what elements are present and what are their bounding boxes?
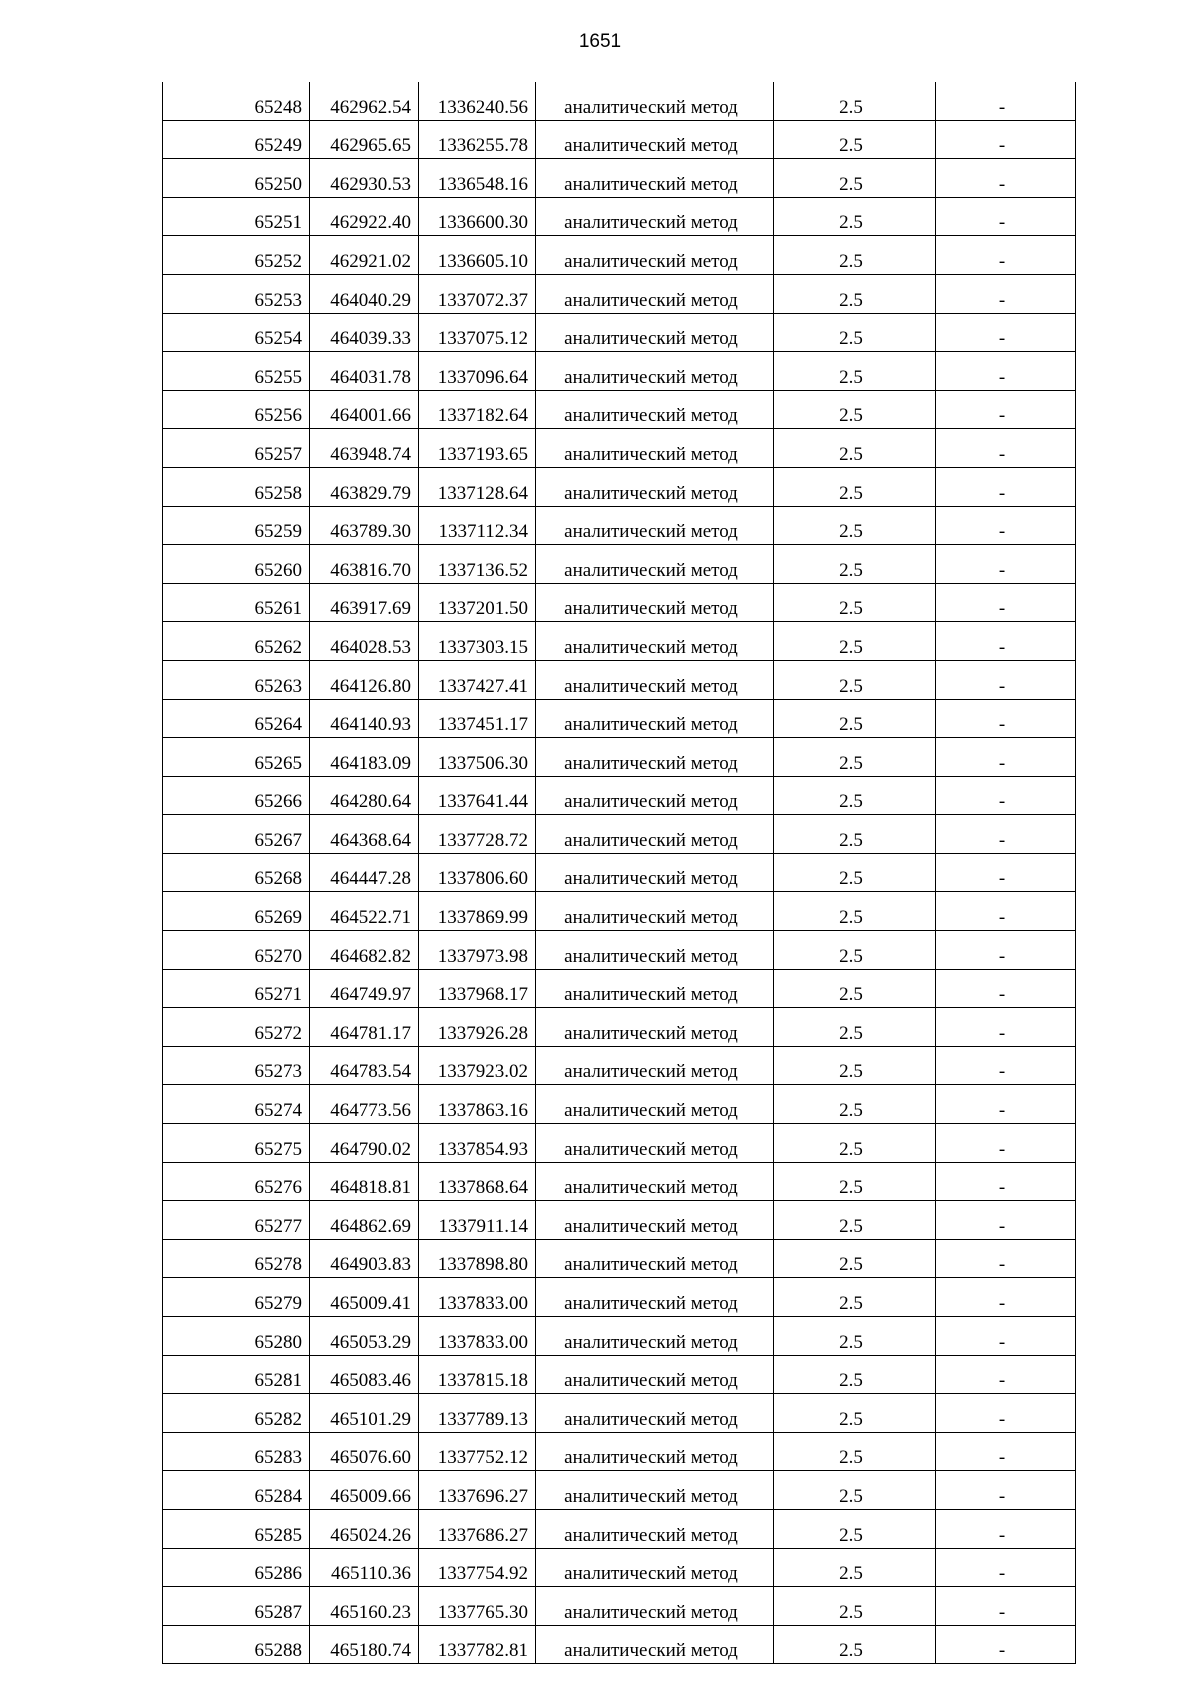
y-coordinate-cell: 1337765.30	[419, 1587, 536, 1626]
y-coordinate-cell: 1337686.27	[419, 1509, 536, 1548]
table-row	[163, 1587, 1076, 1626]
note-cell: -	[936, 1278, 1076, 1317]
table-row	[163, 1471, 1076, 1510]
y-coordinate-cell: 1337201.50	[419, 583, 536, 622]
point-number-cell: 65268	[163, 853, 310, 892]
accuracy-cell: 2.5	[774, 1008, 936, 1047]
table-row	[163, 1201, 1076, 1240]
table-row	[163, 1162, 1076, 1201]
note-cell: -	[936, 352, 1076, 391]
x-coordinate-cell: 465083.46	[310, 1355, 419, 1394]
x-coordinate-cell: 462930.53	[310, 159, 419, 198]
table-row	[163, 660, 1076, 699]
y-coordinate-cell: 1337096.64	[419, 352, 536, 391]
method-cell: аналитический метод	[536, 313, 774, 352]
x-coordinate-cell: 465180.74	[310, 1625, 419, 1664]
x-coordinate-cell: 462965.65	[310, 120, 419, 159]
note-cell: -	[936, 1355, 1076, 1394]
y-coordinate-cell: 1337863.16	[419, 1085, 536, 1124]
coordinates-table-body	[163, 82, 1076, 1664]
y-coordinate-cell: 1337923.02	[419, 1046, 536, 1085]
table-row	[163, 390, 1076, 429]
table-row	[163, 274, 1076, 313]
point-number-cell: 65251	[163, 197, 310, 236]
method-cell: аналитический метод	[536, 120, 774, 159]
table-row	[163, 1278, 1076, 1317]
point-number-cell: 65254	[163, 313, 310, 352]
note-cell: -	[936, 1201, 1076, 1240]
x-coordinate-cell: 462922.40	[310, 197, 419, 236]
note-cell: -	[936, 467, 1076, 506]
method-cell: аналитический метод	[536, 1124, 774, 1163]
accuracy-cell: 2.5	[774, 390, 936, 429]
note-cell: -	[936, 429, 1076, 468]
table-row	[163, 197, 1076, 236]
y-coordinate-cell: 1337641.44	[419, 776, 536, 815]
note-cell: -	[936, 236, 1076, 275]
point-number-cell: 65263	[163, 660, 310, 699]
note-cell: -	[936, 159, 1076, 198]
point-number-cell: 65280	[163, 1317, 310, 1356]
method-cell: аналитический метод	[536, 660, 774, 699]
point-number-cell: 65272	[163, 1008, 310, 1047]
note-cell: -	[936, 197, 1076, 236]
x-coordinate-cell: 464522.71	[310, 892, 419, 931]
method-cell: аналитический метод	[536, 853, 774, 892]
accuracy-cell: 2.5	[774, 1355, 936, 1394]
point-number-cell: 65252	[163, 236, 310, 275]
table-row	[163, 776, 1076, 815]
accuracy-cell: 2.5	[774, 738, 936, 777]
y-coordinate-cell: 1337911.14	[419, 1201, 536, 1240]
method-cell: аналитический метод	[536, 1587, 774, 1626]
accuracy-cell: 2.5	[774, 274, 936, 313]
y-coordinate-cell: 1337869.99	[419, 892, 536, 931]
table-row	[163, 583, 1076, 622]
point-number-cell: 65285	[163, 1509, 310, 1548]
y-coordinate-cell: 1337782.81	[419, 1625, 536, 1664]
method-cell: аналитический метод	[536, 1509, 774, 1548]
y-coordinate-cell: 1337754.92	[419, 1548, 536, 1587]
accuracy-cell: 2.5	[774, 197, 936, 236]
point-number-cell: 65266	[163, 776, 310, 815]
note-cell: -	[936, 1587, 1076, 1626]
accuracy-cell: 2.5	[774, 1162, 936, 1201]
y-coordinate-cell: 1337854.93	[419, 1124, 536, 1163]
y-coordinate-cell: 1337427.41	[419, 660, 536, 699]
method-cell: аналитический метод	[536, 1046, 774, 1085]
method-cell: аналитический метод	[536, 1355, 774, 1394]
point-number-cell: 65283	[163, 1432, 310, 1471]
accuracy-cell: 2.5	[774, 506, 936, 545]
x-coordinate-cell: 462921.02	[310, 236, 419, 275]
x-coordinate-cell: 464682.82	[310, 931, 419, 970]
x-coordinate-cell: 464040.29	[310, 274, 419, 313]
accuracy-cell: 2.5	[774, 660, 936, 699]
note-cell: -	[936, 1471, 1076, 1510]
x-coordinate-cell: 465024.26	[310, 1509, 419, 1548]
y-coordinate-cell: 1336600.30	[419, 197, 536, 236]
point-number-cell: 65257	[163, 429, 310, 468]
method-cell: аналитический метод	[536, 583, 774, 622]
note-cell: -	[936, 274, 1076, 313]
table-row	[163, 467, 1076, 506]
x-coordinate-cell: 463789.30	[310, 506, 419, 545]
table-row	[163, 815, 1076, 854]
x-coordinate-cell: 464028.53	[310, 622, 419, 661]
method-cell: аналитический метод	[536, 1162, 774, 1201]
accuracy-cell: 2.5	[774, 969, 936, 1008]
x-coordinate-cell: 465009.41	[310, 1278, 419, 1317]
point-number-cell: 65281	[163, 1355, 310, 1394]
coordinates-table	[162, 82, 1076, 1664]
table-row	[163, 159, 1076, 198]
point-number-cell: 65276	[163, 1162, 310, 1201]
accuracy-cell: 2.5	[774, 1046, 936, 1085]
y-coordinate-cell: 1337898.80	[419, 1239, 536, 1278]
x-coordinate-cell: 464183.09	[310, 738, 419, 777]
table-row	[163, 1124, 1076, 1163]
method-cell: аналитический метод	[536, 1201, 774, 1240]
x-coordinate-cell: 463917.69	[310, 583, 419, 622]
table-row	[163, 622, 1076, 661]
y-coordinate-cell: 1337696.27	[419, 1471, 536, 1510]
accuracy-cell: 2.5	[774, 1317, 936, 1356]
x-coordinate-cell: 464280.64	[310, 776, 419, 815]
note-cell: -	[936, 1162, 1076, 1201]
table-row	[163, 506, 1076, 545]
point-number-cell: 65250	[163, 159, 310, 198]
point-number-cell: 65265	[163, 738, 310, 777]
note-cell: -	[936, 1509, 1076, 1548]
accuracy-cell: 2.5	[774, 82, 936, 120]
point-number-cell: 65284	[163, 1471, 310, 1510]
x-coordinate-cell: 464773.56	[310, 1085, 419, 1124]
accuracy-cell: 2.5	[774, 815, 936, 854]
point-number-cell: 65270	[163, 931, 310, 970]
note-cell: -	[936, 390, 1076, 429]
y-coordinate-cell: 1337136.52	[419, 545, 536, 584]
table-row	[163, 236, 1076, 275]
accuracy-cell: 2.5	[774, 236, 936, 275]
y-coordinate-cell: 1337752.12	[419, 1432, 536, 1471]
point-number-cell: 65267	[163, 815, 310, 854]
method-cell: аналитический метод	[536, 969, 774, 1008]
x-coordinate-cell: 462962.54	[310, 82, 419, 120]
method-cell: аналитический метод	[536, 1239, 774, 1278]
note-cell: -	[936, 815, 1076, 854]
x-coordinate-cell: 464790.02	[310, 1124, 419, 1163]
note-cell: -	[936, 931, 1076, 970]
y-coordinate-cell: 1336548.16	[419, 159, 536, 198]
y-coordinate-cell: 1337075.12	[419, 313, 536, 352]
method-cell: аналитический метод	[536, 931, 774, 970]
point-number-cell: 65279	[163, 1278, 310, 1317]
x-coordinate-cell: 464749.97	[310, 969, 419, 1008]
note-cell: -	[936, 120, 1076, 159]
y-coordinate-cell: 1337451.17	[419, 699, 536, 738]
x-coordinate-cell: 465160.23	[310, 1587, 419, 1626]
table-row	[163, 853, 1076, 892]
x-coordinate-cell: 464039.33	[310, 313, 419, 352]
method-cell: аналитический метод	[536, 1008, 774, 1047]
method-cell: аналитический метод	[536, 776, 774, 815]
point-number-cell: 65277	[163, 1201, 310, 1240]
table-row	[163, 931, 1076, 970]
table-row	[163, 545, 1076, 584]
method-cell: аналитический метод	[536, 352, 774, 391]
x-coordinate-cell: 463816.70	[310, 545, 419, 584]
accuracy-cell: 2.5	[774, 622, 936, 661]
x-coordinate-cell: 464783.54	[310, 1046, 419, 1085]
y-coordinate-cell: 1337128.64	[419, 467, 536, 506]
x-coordinate-cell: 464781.17	[310, 1008, 419, 1047]
method-cell: аналитический метод	[536, 429, 774, 468]
accuracy-cell: 2.5	[774, 1394, 936, 1433]
note-cell: -	[936, 660, 1076, 699]
note-cell: -	[936, 1625, 1076, 1664]
method-cell: аналитический метод	[536, 390, 774, 429]
table-row	[163, 120, 1076, 159]
accuracy-cell: 2.5	[774, 1201, 936, 1240]
point-number-cell: 65260	[163, 545, 310, 584]
y-coordinate-cell: 1337968.17	[419, 969, 536, 1008]
x-coordinate-cell: 465110.36	[310, 1548, 419, 1587]
point-number-cell: 65287	[163, 1587, 310, 1626]
accuracy-cell: 2.5	[774, 892, 936, 931]
note-cell: -	[936, 622, 1076, 661]
y-coordinate-cell: 1337072.37	[419, 274, 536, 313]
note-cell: -	[936, 853, 1076, 892]
y-coordinate-cell: 1337833.00	[419, 1278, 536, 1317]
note-cell: -	[936, 1124, 1076, 1163]
point-number-cell: 65261	[163, 583, 310, 622]
point-number-cell: 65275	[163, 1124, 310, 1163]
table-row	[163, 82, 1076, 120]
y-coordinate-cell: 1337182.64	[419, 390, 536, 429]
accuracy-cell: 2.5	[774, 313, 936, 352]
accuracy-cell: 2.5	[774, 352, 936, 391]
y-coordinate-cell: 1337833.00	[419, 1317, 536, 1356]
x-coordinate-cell: 464001.66	[310, 390, 419, 429]
point-number-cell: 65264	[163, 699, 310, 738]
accuracy-cell: 2.5	[774, 1509, 936, 1548]
method-cell: аналитический метод	[536, 1432, 774, 1471]
y-coordinate-cell: 1337789.13	[419, 1394, 536, 1433]
table-row	[163, 1317, 1076, 1356]
note-cell: -	[936, 1008, 1076, 1047]
table-row	[163, 352, 1076, 391]
note-cell: -	[936, 1394, 1076, 1433]
y-coordinate-cell: 1336255.78	[419, 120, 536, 159]
x-coordinate-cell: 463948.74	[310, 429, 419, 468]
x-coordinate-cell: 464126.80	[310, 660, 419, 699]
note-cell: -	[936, 1239, 1076, 1278]
accuracy-cell: 2.5	[774, 1124, 936, 1163]
y-coordinate-cell: 1337815.18	[419, 1355, 536, 1394]
method-cell: аналитический метод	[536, 467, 774, 506]
point-number-cell: 65259	[163, 506, 310, 545]
accuracy-cell: 2.5	[774, 931, 936, 970]
y-coordinate-cell: 1337728.72	[419, 815, 536, 854]
x-coordinate-cell: 464862.69	[310, 1201, 419, 1240]
accuracy-cell: 2.5	[774, 1239, 936, 1278]
table-row	[163, 1432, 1076, 1471]
y-coordinate-cell: 1337112.34	[419, 506, 536, 545]
note-cell: -	[936, 892, 1076, 931]
note-cell: -	[936, 1548, 1076, 1587]
method-cell: аналитический метод	[536, 82, 774, 120]
note-cell: -	[936, 699, 1076, 738]
note-cell: -	[936, 1085, 1076, 1124]
x-coordinate-cell: 465101.29	[310, 1394, 419, 1433]
table-row	[163, 1046, 1076, 1085]
x-coordinate-cell: 464903.83	[310, 1239, 419, 1278]
point-number-cell: 65282	[163, 1394, 310, 1433]
note-cell: -	[936, 1046, 1076, 1085]
table-row	[163, 1509, 1076, 1548]
x-coordinate-cell: 464140.93	[310, 699, 419, 738]
method-cell: аналитический метод	[536, 1625, 774, 1664]
x-coordinate-cell: 464447.28	[310, 853, 419, 892]
table-row	[163, 1085, 1076, 1124]
note-cell: -	[936, 1432, 1076, 1471]
x-coordinate-cell: 464031.78	[310, 352, 419, 391]
accuracy-cell: 2.5	[774, 1471, 936, 1510]
point-number-cell: 65273	[163, 1046, 310, 1085]
note-cell: -	[936, 313, 1076, 352]
method-cell: аналитический метод	[536, 1278, 774, 1317]
method-cell: аналитический метод	[536, 274, 774, 313]
point-number-cell: 65255	[163, 352, 310, 391]
y-coordinate-cell: 1336605.10	[419, 236, 536, 275]
note-cell: -	[936, 506, 1076, 545]
accuracy-cell: 2.5	[774, 545, 936, 584]
accuracy-cell: 2.5	[774, 583, 936, 622]
method-cell: аналитический метод	[536, 506, 774, 545]
x-coordinate-cell: 463829.79	[310, 467, 419, 506]
note-cell: -	[936, 969, 1076, 1008]
point-number-cell: 65258	[163, 467, 310, 506]
y-coordinate-cell: 1336240.56	[419, 82, 536, 120]
accuracy-cell: 2.5	[774, 1278, 936, 1317]
point-number-cell: 65288	[163, 1625, 310, 1664]
method-cell: аналитический метод	[536, 236, 774, 275]
table-row	[163, 738, 1076, 777]
y-coordinate-cell: 1337868.64	[419, 1162, 536, 1201]
method-cell: аналитический метод	[536, 1394, 774, 1433]
point-number-cell: 65269	[163, 892, 310, 931]
method-cell: аналитический метод	[536, 622, 774, 661]
table-row	[163, 313, 1076, 352]
x-coordinate-cell: 465076.60	[310, 1432, 419, 1471]
note-cell: -	[936, 545, 1076, 584]
point-number-cell: 65278	[163, 1239, 310, 1278]
note-cell: -	[936, 776, 1076, 815]
note-cell: -	[936, 738, 1076, 777]
accuracy-cell: 2.5	[774, 1587, 936, 1626]
accuracy-cell: 2.5	[774, 776, 936, 815]
y-coordinate-cell: 1337193.65	[419, 429, 536, 468]
point-number-cell: 65262	[163, 622, 310, 661]
table-row	[163, 429, 1076, 468]
note-cell: -	[936, 1317, 1076, 1356]
method-cell: аналитический метод	[536, 545, 774, 584]
method-cell: аналитический метод	[536, 738, 774, 777]
method-cell: аналитический метод	[536, 1548, 774, 1587]
point-number-cell: 65249	[163, 120, 310, 159]
y-coordinate-cell: 1337506.30	[419, 738, 536, 777]
accuracy-cell: 2.5	[774, 1432, 936, 1471]
accuracy-cell: 2.5	[774, 467, 936, 506]
x-coordinate-cell: 464368.64	[310, 815, 419, 854]
accuracy-cell: 2.5	[774, 853, 936, 892]
x-coordinate-cell: 464818.81	[310, 1162, 419, 1201]
point-number-cell: 65256	[163, 390, 310, 429]
x-coordinate-cell: 465053.29	[310, 1317, 419, 1356]
method-cell: аналитический метод	[536, 1317, 774, 1356]
method-cell: аналитический метод	[536, 1085, 774, 1124]
table-row	[163, 1355, 1076, 1394]
accuracy-cell: 2.5	[774, 1625, 936, 1664]
y-coordinate-cell: 1337973.98	[419, 931, 536, 970]
point-number-cell: 65253	[163, 274, 310, 313]
method-cell: аналитический метод	[536, 159, 774, 198]
table-row	[163, 1239, 1076, 1278]
table-row	[163, 969, 1076, 1008]
accuracy-cell: 2.5	[774, 159, 936, 198]
method-cell: аналитический метод	[536, 815, 774, 854]
y-coordinate-cell: 1337303.15	[419, 622, 536, 661]
point-number-cell: 65248	[163, 82, 310, 120]
accuracy-cell: 2.5	[774, 429, 936, 468]
accuracy-cell: 2.5	[774, 120, 936, 159]
table-row	[163, 699, 1076, 738]
method-cell: аналитический метод	[536, 197, 774, 236]
point-number-cell: 65286	[163, 1548, 310, 1587]
accuracy-cell: 2.5	[774, 1085, 936, 1124]
y-coordinate-cell: 1337806.60	[419, 853, 536, 892]
y-coordinate-cell: 1337926.28	[419, 1008, 536, 1047]
table-row	[163, 892, 1076, 931]
page-number: 1651	[578, 31, 622, 52]
x-coordinate-cell: 465009.66	[310, 1471, 419, 1510]
method-cell: аналитический метод	[536, 892, 774, 931]
method-cell: аналитический метод	[536, 1471, 774, 1510]
point-number-cell: 65271	[163, 969, 310, 1008]
accuracy-cell: 2.5	[774, 699, 936, 738]
note-cell: -	[936, 583, 1076, 622]
point-number-cell: 65274	[163, 1085, 310, 1124]
note-cell: -	[936, 82, 1076, 120]
method-cell: аналитический метод	[536, 699, 774, 738]
table-row	[163, 1548, 1076, 1587]
table-row	[163, 1625, 1076, 1664]
table-row	[163, 1008, 1076, 1047]
accuracy-cell: 2.5	[774, 1548, 936, 1587]
table-row	[163, 1394, 1076, 1433]
